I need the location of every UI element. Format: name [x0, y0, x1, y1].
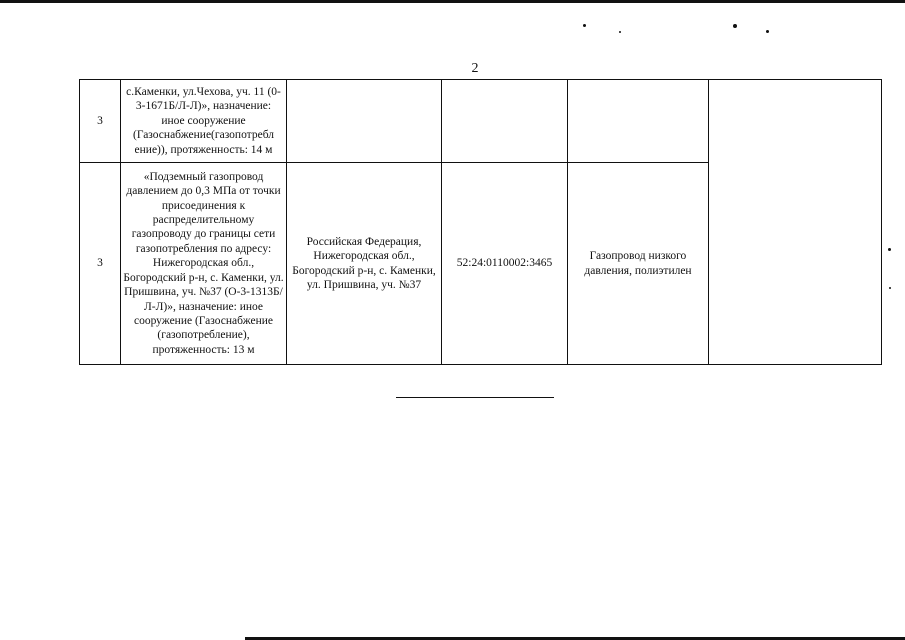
page-number: 2: [471, 61, 479, 76]
scan-top-edge: [0, 0, 905, 3]
scan-speck: [619, 31, 621, 33]
address-cell: Российская Федерация, Нижегородская обл., Богородский р-н, с. Каменки, ул. Пришвина, уч. №37: [287, 163, 442, 365]
scan-speck: [583, 24, 586, 27]
end-rule: [396, 397, 554, 398]
cadastral-number-cell: 52:24:0110002:3465: [442, 163, 568, 365]
row-number-cell: 3: [80, 163, 121, 365]
scan-speck: [888, 248, 891, 251]
object-description-cell: с.Каменки, ул.Чехова, уч. 11 (0-3-1671Б/Л-Л)», назначение: иное сооружение (Газоснабжение(газопотребл ение)), протяженность: 14 м: [121, 80, 287, 163]
register-table: [79, 79, 882, 365]
object-type-cell: Газопровод низкого давления, полиэтилен: [568, 163, 709, 365]
extra-cell: [709, 80, 882, 365]
scan-speck: [889, 287, 891, 289]
table-row: [80, 80, 882, 163]
scan-speck: [766, 30, 769, 33]
row-number-cell: 3: [80, 80, 121, 163]
object-description-cell: «Подземный газопровод давлением до 0,3 МПа от точки присоединения к распределительному газопроводу до границы сети газопотребления по адресу: Нижегородская обл., Богородский р-н, с. Каменки, ул. Пришвина, уч. №37 (О-3-1313Б/Л-Л)», назначение: иное сооружение (Газоснабжение (газопотребление), протяженность: 13 м: [121, 163, 287, 365]
scan-speck: [733, 24, 737, 28]
address-cell: [287, 80, 442, 163]
cadastral-number-cell: [442, 80, 568, 163]
object-type-cell: [568, 80, 709, 163]
